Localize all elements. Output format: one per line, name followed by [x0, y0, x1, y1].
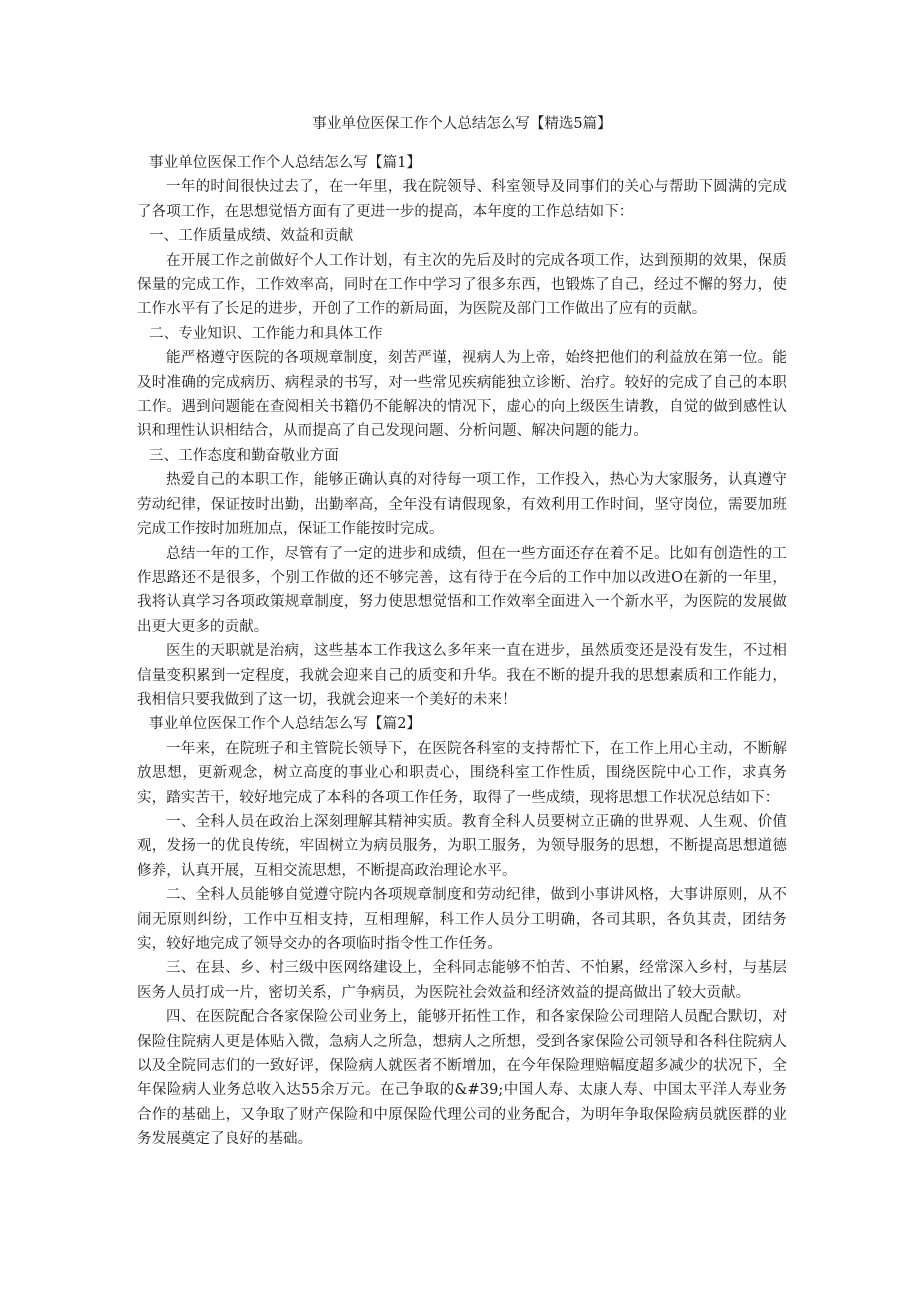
subheading: 三、工作态度和勤奋敬业方面 — [149, 447, 339, 464]
paragraph: 三、在县、乡、村三级中医网络建设上，全科同志能够不怕苦、不怕累，经常深入乡村，与基层医务人员打成一片，密切关系，广争病员，为医院社会效益和经济效益的提高做出了较大贡献。 — [137, 960, 787, 1001]
section-title-2: 事业单位医保工作个人总结怎么写【篇2】 — [149, 716, 422, 733]
paragraph: 热爱自己的本职工作，能够正确认真的对待每一项工作，工作投入，热心为大家服务，认真遵守劳动纪律，保证按时出勤，出勤率高，全年没有请假现象，有效利用工作时间，坚守岗位，需要加班完成工作按时加班加点，保证工作能按时完成。 — [137, 472, 787, 538]
paragraph: 医生的天职就是治病，这些基本工作我这么多年来一直在进步，虽然质变还是没有发生，不过相信量变积累到一定程度，我就会迎来自己的质变和升华。我在不断的提升我的思想素质和工作能力，我相信只要我做到了这一切，我就会迎来一个美好的未来！ — [137, 643, 787, 708]
subheading: 一、工作质量成绩、效益和贡献 — [149, 228, 354, 245]
paragraph: 二、全科人员能够自觉遵守院内各项规章制度和劳动纪律，做到小事讲风格，大事讲原则，从不闹无原则纠纷，工作中互相支持，互相理解，科工作人员分工明确，各司其职，各负其责，团结务实，较好地完成了领导交办的各项临时指令性工作任务。 — [137, 887, 787, 952]
paragraph: 一年的时间很快过去了，在一年里，我在院领导、科室领导及同事们的关心与帮助下圆满的完成了各项工作，在思想觉悟方面有了更进一步的提高，本年度的工作总结如下： — [137, 179, 787, 220]
section-title-1: 事业单位医保工作个人总结怎么写【篇1】 — [149, 155, 422, 171]
paragraph: 四、在医院配合各家保险公司业务上，能够开拓性工作，和各家保险公司理陪人员配合默切，对保险住院病人更是体贴入微，急病人之所急，想病人之所想，受到各家保险公司领导和各科住院病人以及全院同志们的一致好评，保险病人就医者不断增加，在今年保险理赔幅度超多减少的状况下，全年保险病人业务总收入达55余万元。在己争取的&#39;中国人寿、太康人寿、中国太平洋人寿业务合作的基础上，又争取了财产保险和中原保险代理公司的业务配合，为明年争取保险病员就医群的业务发展奠定了良好的基础。 — [137, 1009, 787, 1148]
document-page — [137, 112, 787, 1152]
paragraph: 能严格遵守医院的各项规章制度，刻苦严谨，视病人为上帝，始终把他们的利益放在第一位。能及时准确的完成病历、病程录的书写，对一些常见疾病能独立诊断、治疗。较好的完成了自己的本职工作。遇到问题能在查阅相关书籍仍不能解决的情况下，虚心的向上级医生请教，自觉的做到感性认识和理性认识相结合，从而提高了自己发现问题、分析问题、解决问题的能力。 — [137, 350, 787, 440]
subheading: 二、专业知识、工作能力和具体工作 — [149, 325, 383, 342]
paragraph: 一年来，在院班子和主管院长领导下，在医院各科室的支持帮忙下，在工作上用心主动，不断解放思想，更新观念，树立高度的事业心和职责心，围绕科室工作性质，围绕医院中心工作，求真务实，踏实苦干，较好地完成了本科的各项工作任务，取得了一些成绩，现将思想工作状况总结如下： — [137, 740, 787, 806]
paragraph: 总结一年的工作，尽管有了一定的进步和成绩，但在一些方面还存在着不足。比如有创造性的工作思路还不是很多，个别工作做的还不够完善，这有待于在今后的工作中加以改进O在新的一年里，我将认真学习各项政策规章制度，努力使思想觉悟和工作效率全面进入一个新水平，为医院的发展做出更大更多的贡献。 — [137, 545, 787, 635]
paragraph: 一、全科人员在政治上深刻理解其精神实质。教育全科人员要树立正确的世界观、人生观、价值观，发扬一的优良传统，牢固树立为病员服务，为职工服务，为领导服务的思想，不断提高思想道德修养，认真开展，互相交流思想，不断提高政治理论水平。 — [137, 813, 787, 879]
paragraph: 在开展工作之前做好个人工作计划，有主次的先后及时的完成各项工作，达到预期的效果，保质保量的完成工作，工作效率高，同时在工作中学习了很多东西，也锻炼了自己，经过不懈的努力，使工作水平有了长足的进步，开创了工作的新局面，为医院及部门工作做出了应有的贡献。 — [137, 252, 787, 318]
document-title: 事业单位医保工作个人总结怎么写【精选5篇】 — [312, 116, 612, 132]
